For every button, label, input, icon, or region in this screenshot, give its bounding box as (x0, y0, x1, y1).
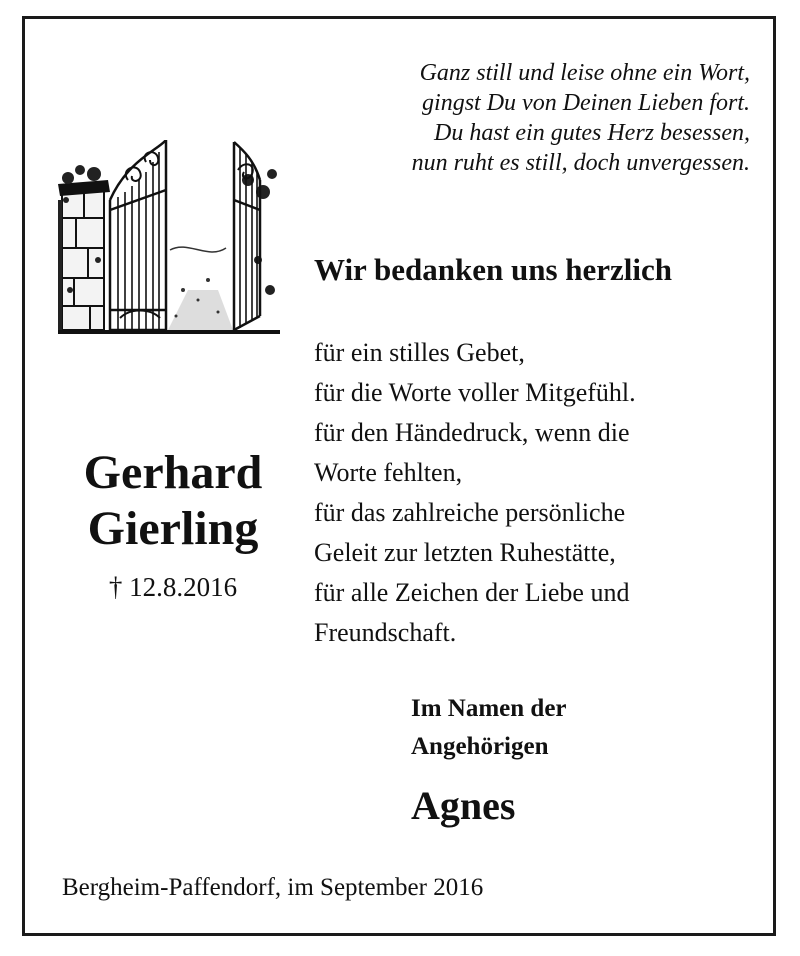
signature-name: Agnes (411, 783, 516, 828)
deceased-name (48, 445, 298, 557)
thanks-line: für alle Zeichen der Liebe und (314, 578, 630, 607)
poem-line: gingst Du von Deinen Lieben fort. (422, 90, 750, 116)
place-date-footer: Bergheim-Paffendorf, im September 2016 (62, 874, 484, 901)
signature-intro (411, 690, 567, 766)
deceased-first-name: Gerhard (83, 446, 263, 499)
thanks-text (314, 333, 636, 653)
thanks-line: für den Händedruck, wenn die (314, 418, 630, 447)
thanks-line: für ein stilles Gebet, (314, 338, 525, 367)
poem-line: Ganz still und leise ohne ein Wort, (419, 60, 750, 86)
cemetery-gate-icon (58, 140, 280, 334)
signature-line-2: Angehörigen (411, 733, 549, 760)
thanks-line: Geleit zur letzten Ruhestätte, (314, 538, 616, 567)
thanks-line: Worte fehlten, (314, 458, 463, 487)
deceased-last-name: Gierling (87, 502, 259, 555)
thanks-heading: Wir bedanken uns herzlich (314, 252, 673, 287)
signature-line-1: Im Namen der (411, 695, 567, 722)
thanks-line: für das zahlreiche persönliche (314, 498, 626, 527)
poem-line: Du hast ein gutes Herz besessen, (434, 120, 750, 146)
thanks-line: Freundschaft. (314, 618, 457, 647)
poem-line: nun ruht es still, doch unvergessen. (411, 150, 750, 176)
death-date: † 12.8.2016 (108, 572, 238, 602)
poem-verse (300, 58, 750, 178)
thanks-line: für die Worte voller Mitgefühl. (314, 378, 636, 407)
